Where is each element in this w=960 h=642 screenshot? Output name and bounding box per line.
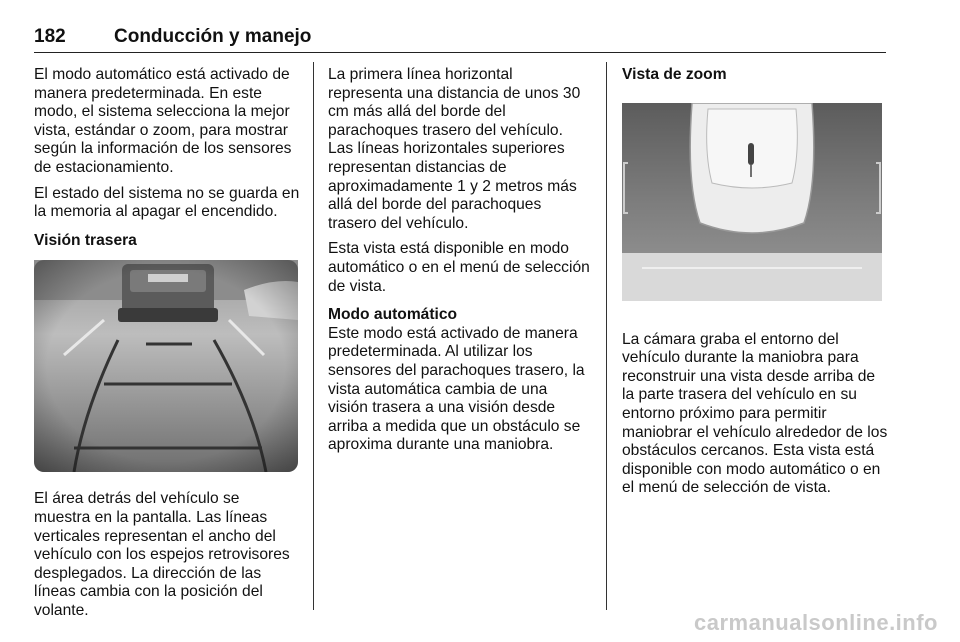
heading-automatic-mode: Modo automático	[328, 306, 458, 324]
heading-zoom-view: Vista de zoom	[622, 66, 727, 83]
chapter-title: Conducción y manejo	[114, 26, 312, 47]
rear-view-camera-image	[34, 260, 300, 472]
watermark: carmanualsonline.info	[694, 610, 938, 635]
page-header	[34, 22, 886, 53]
paragraph-horizontal-lines: La primera línea horizontal representa una distancia de unos 30 cm más allá del borde del parachoques trasero del vehículo. Las líneas horizontales superiores representan distancias de aproximadamente 1 y 2 metros más allá del borde del parachoques trasero del vehículo.	[328, 66, 581, 232]
paragraph-auto-mode-intro: El modo automático está activado de manera predeterminada. En este modo, el sistema selecciona la mejor vista, estándar o zoom, para mostrar según la información de los sensores de estacionamiento.	[34, 66, 292, 176]
column-3	[622, 66, 888, 505]
heading-rear-view: Visión trasera	[34, 231, 137, 249]
column-divider-1	[313, 62, 314, 610]
paragraph-zoom-view-description: La cámara graba el entorno del vehículo durante la maniobra para reconstruir una vista desde arriba de la parte trasera del vehículo en su entorno próximo para permitir maniobrar el vehículo alrededor de los obstáculos cercanos. Esta vista está disponible con modo automático o en el menú de selección de vista.	[622, 330, 888, 497]
column-2	[328, 66, 590, 462]
column-divider-2	[606, 62, 607, 610]
column-1	[34, 66, 300, 628]
page-number: 182	[34, 26, 66, 47]
paragraph-rear-view-description: El área detrás del vehículo se muestra en la pantalla. Las líneas verticales representan el ancho del vehículo con los espejos retrovisores desplegados. La dirección de las líneas cambia con la posición del volante.	[34, 490, 290, 619]
paragraph-view-availability: Esta vista está disponible en modo automático o en el menú de selección de vista.	[328, 240, 590, 295]
paragraph-system-state: El estado del sistema no se guarda en la memoria al apagar el encendido.	[34, 184, 300, 221]
paragraph-automatic-mode: Este modo está activado de manera predeterminada. Al utilizar los sensores del parachoques trasero, la vista automática cambia de una visión trasera a una visión desde arriba a medida que un obstáculo se aproxima durante una maniobra.	[328, 324, 585, 454]
zoom-view-camera-image	[622, 103, 888, 301]
